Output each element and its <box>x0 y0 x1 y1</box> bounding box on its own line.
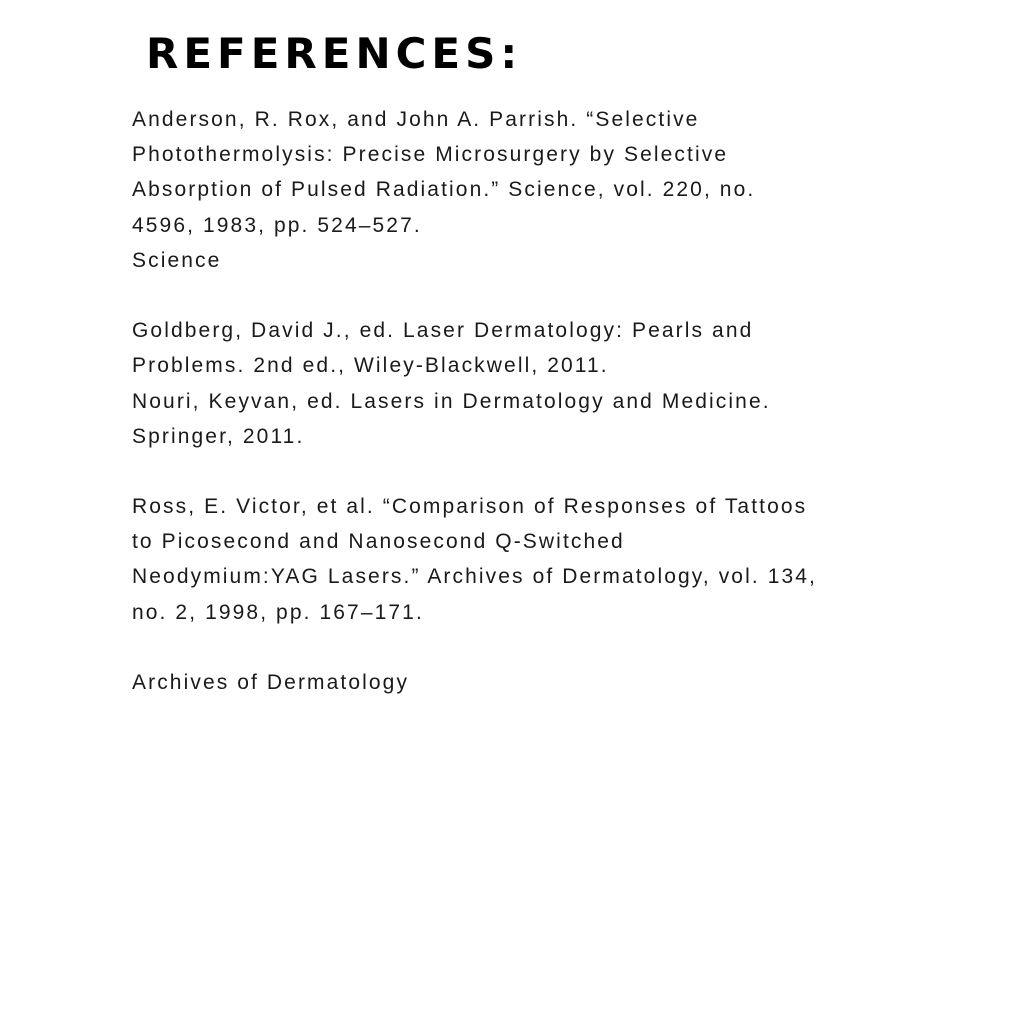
spacer <box>132 630 932 665</box>
reference-goldberg <box>132 313 932 383</box>
references-list <box>132 102 932 700</box>
reference-line: Ross, E. Victor, et al. “Comparison of Responses of Tattoos <box>132 495 808 519</box>
page-title: REFERENCES: <box>146 29 523 78</box>
reference-line: Nouri, Keyvan, ed. Lasers in Dermatology and Medicine. <box>132 389 771 413</box>
spacer <box>132 454 932 489</box>
reference-line: 4596, 1983, pp. 524–527. <box>132 213 422 237</box>
reference-anderson <box>132 102 932 278</box>
reference-line: Goldberg, David J., ed. Laser Dermatology: Pearls and <box>132 319 754 343</box>
reference-line: Anderson, R. Rox, and John A. Parrish. “Selective <box>132 108 700 131</box>
reference-ross <box>132 489 932 700</box>
reference-line: Neodymium:YAG Lasers.” Archives of Dermatology, vol. 134, <box>132 565 817 589</box>
journal-note: Science <box>132 248 222 272</box>
reference-line: Problems. 2nd ed., Wiley-Blackwell, 2011. <box>132 354 609 378</box>
reference-nouri <box>132 384 932 454</box>
spacer <box>132 278 932 313</box>
reference-line: no. 2, 1998, pp. 167–171. <box>132 600 424 624</box>
journal-note: Archives of Dermatology <box>132 671 410 694</box>
reference-line: Absorption of Pulsed Radiation.” Science, vol. 220, no. <box>132 178 756 202</box>
reference-line: Springer, 2011. <box>132 424 305 448</box>
reference-line: Photothermolysis: Precise Microsurgery by Selective <box>132 143 729 167</box>
reference-line: to Picosecond and Nanosecond Q-Switched <box>132 530 625 554</box>
